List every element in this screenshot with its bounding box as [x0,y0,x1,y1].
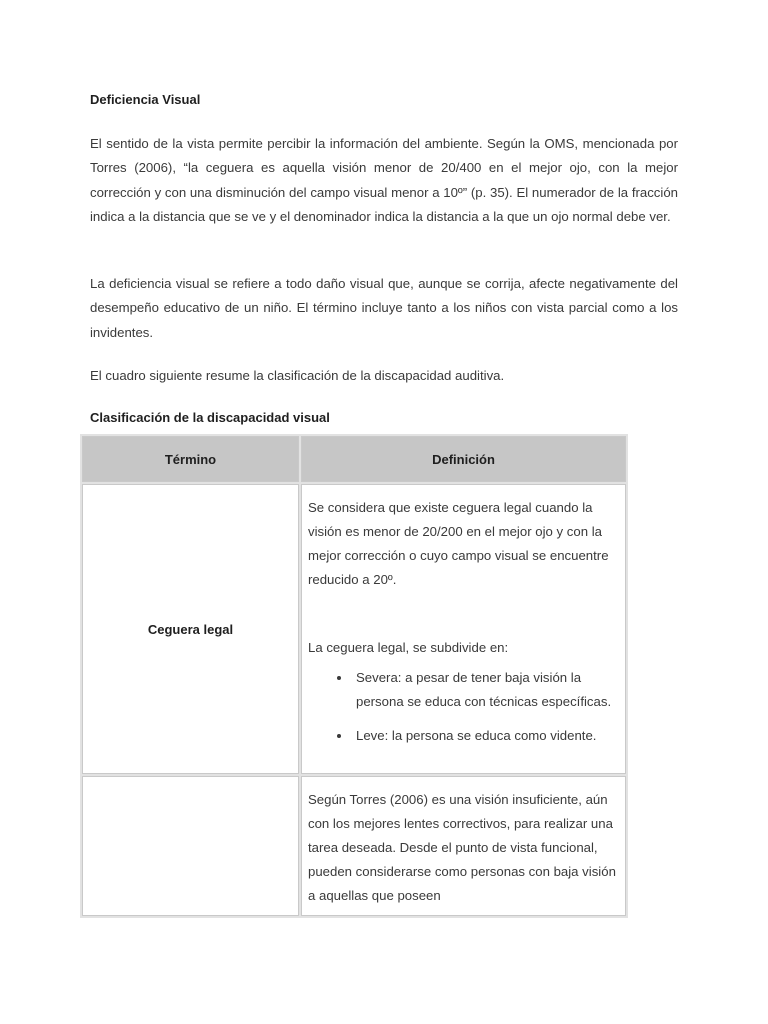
list-item: • Leve: la persona se educa como vidente. [352,724,619,748]
table-header-row [82,436,626,482]
subdivision-intro: La ceguera legal, se subdivide en: [308,640,509,655]
definition-text: Según Torres (2006) es una visión insuficiente, aún con los mejores lentes correctivos, para realizar una tarea deseada. Desde el punto de vista funcional, pueden considerarse como personas con baja visión a aquellas que poseen [308,792,616,903]
table-row [82,484,626,774]
classification-table [80,434,628,918]
header-definition: Definición [301,436,626,482]
header-term: Término [82,436,299,482]
definition-cell [301,484,626,774]
document-heading: Deficiencia Visual [90,92,201,107]
paragraph-table-intro: El cuadro siguiente resume la clasificación de la discapacidad auditiva. [90,368,505,383]
term-cell: Ceguera legal [82,484,299,774]
table-title: Clasificación de la discapacidad visual [90,410,330,425]
subdivision-list [308,666,619,748]
paragraph-definition: La deficiencia visual se refiere a todo daño visual que, aunque se corrija, afecte negativamente del desempeño educativo de un niño. El término incluye tanto a los niños con vista parcial como a los invidentes. [90,276,678,340]
definition-cell [301,776,626,916]
definition-text: Se considera que existe ceguera legal cuando la visión es menor de 20/200 en el mejor ojo y con la mejor corrección o cuyo campo visual se encuentre reducido a 20º. [308,500,609,587]
table-row [82,776,626,916]
term-cell [82,776,299,916]
paragraph-intro: El sentido de la vista permite percibir la información del ambiente. Según la OMS, mencionada por Torres (2006), “la ceguera es aquella visión menor de 20/400 en el mejor ojo, con la mejor corrección y con una disminución del campo visual menor a 10º” (p. 35). El numerador de la fracción indica a la distancia que se ve y el denominador indica la distancia a la que un ojo normal debe ver. [90,136,678,224]
list-item: • Severa: a pesar de tener baja visión la persona se educa con técnicas específicas. [352,666,619,714]
